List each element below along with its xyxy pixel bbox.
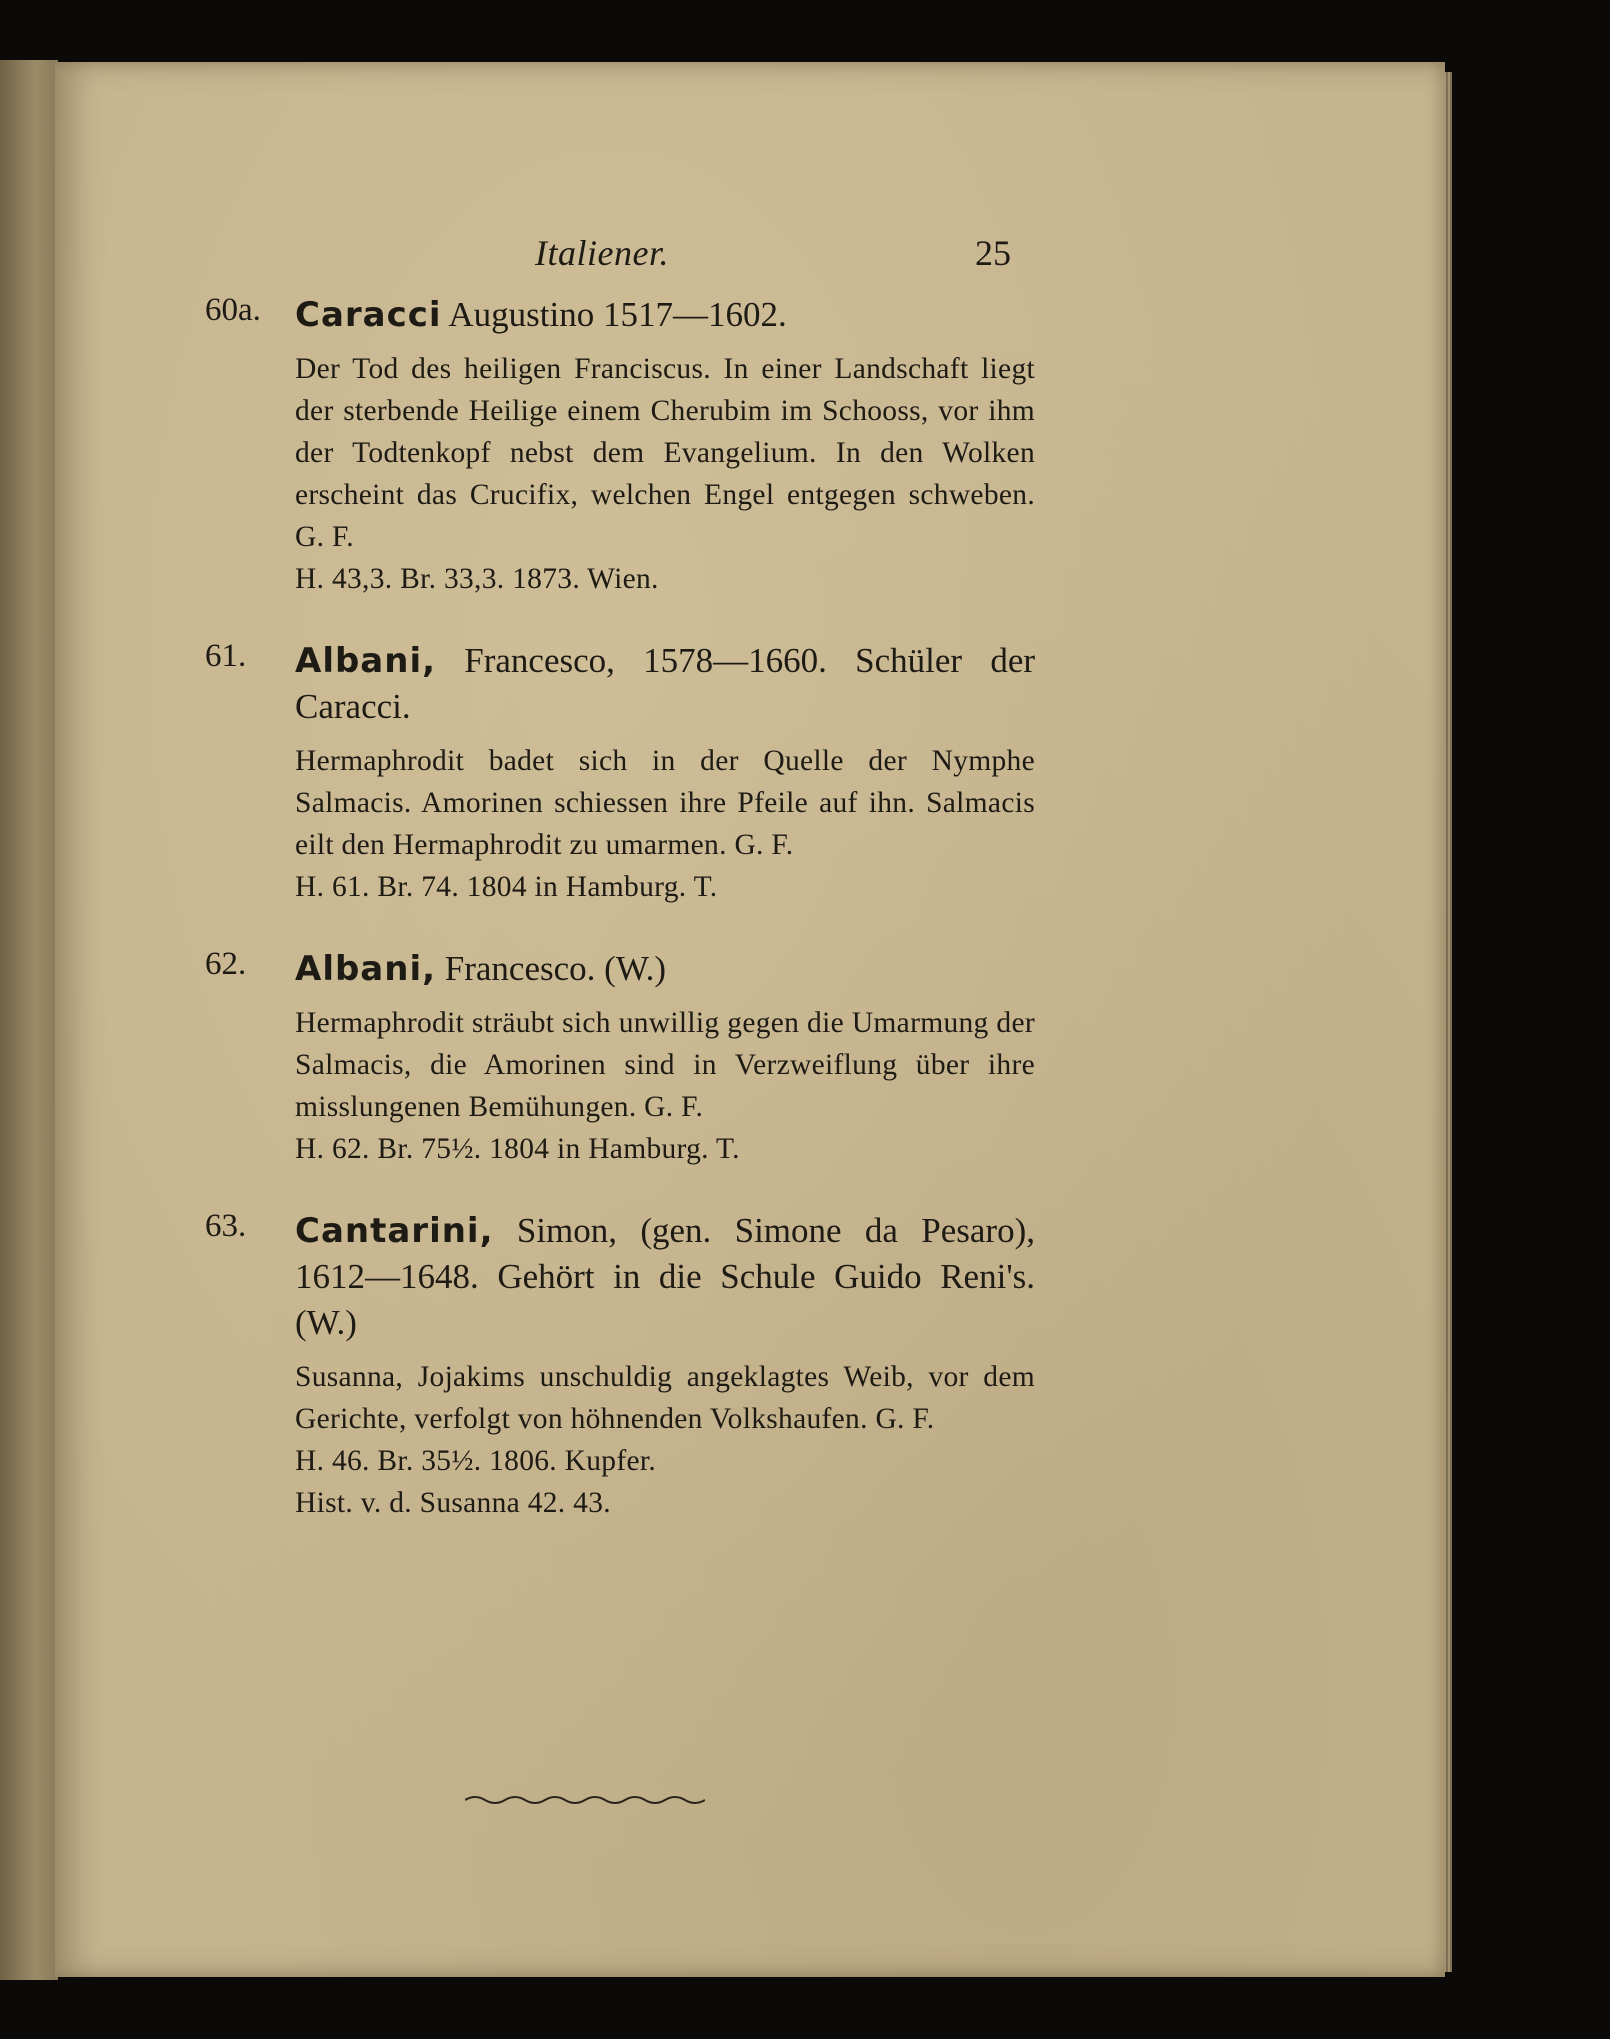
artist-name: Caracci — [295, 295, 442, 335]
artist-details: Simon, (gen. Simone da Pesaro), 1612—1648. Gehört in die Schule Guido Reni's. (W.) — [295, 1211, 1035, 1342]
artist-name: Cantarini, — [295, 1211, 494, 1251]
running-title: Italiener. — [535, 233, 669, 273]
entry-dimensions: H. 43,3. Br. 33,3. 1873. Wien. — [295, 563, 659, 595]
entry-number: 63. — [205, 1208, 247, 1244]
catalog-entry-63 — [205, 1208, 1035, 1524]
catalog-entry-60a — [205, 292, 1035, 600]
book-page — [55, 62, 1445, 1977]
entry-heading — [295, 638, 1035, 730]
catalog-entry-61 — [205, 638, 1036, 908]
entry-reference: Hist. v. d. Susanna 42. 43. — [295, 1487, 611, 1519]
entry-heading — [295, 1208, 1035, 1346]
entry-heading — [295, 292, 1035, 338]
artist-details: Francesco. (W.) — [444, 949, 667, 988]
entry-dimensions: H. 61. Br. 74. 1804 in Hamburg. T. — [295, 871, 718, 903]
swung-dash-rule — [465, 1794, 705, 1806]
page-content — [205, 212, 1036, 1562]
entry-number: 62. — [205, 946, 247, 982]
left-page-spine — [0, 60, 58, 1980]
page-number: 25 — [975, 233, 1011, 273]
catalog-entry-62 — [205, 946, 1035, 1170]
entry-dimensions: H. 62. Br. 75½. 1804 in Hamburg. T. — [295, 1133, 740, 1165]
entry-heading — [295, 946, 1035, 992]
entry-description: Hermaphrodit badet sich in der Quelle der Nymphe Salmacis. Amorinen schiessen ihre Pfeile auf ihn. Salmacis eilt den Hermaphrodit zu umarmen. G. F. — [295, 745, 1035, 861]
entry-description: Susanna, Jojakims unschuldig angeklagtes Weib, vor dem Gerichte, verfolgt von höhnenden Volkshaufen. G. F. — [295, 1361, 1035, 1435]
artist-name: Albani, — [295, 641, 437, 681]
entry-number: 60a. — [205, 292, 261, 328]
artist-name: Albani, — [295, 949, 437, 989]
entry-description: Der Tod des heiligen Franciscus. In einer Landschaft liegt der sterbende Heilige einem Cherubim im Schooss, vor ihm der Todtenkopf nebst dem Evangelium. In den Wolken erscheint das Crucifix, welchen Engel entgegen schweben. G. F. — [295, 353, 1035, 553]
artist-details: Augustino 1517—1602. — [448, 295, 787, 334]
entry-number: 61. — [205, 638, 247, 674]
entry-dimensions: H. 46. Br. 35½. 1806. Kupfer. — [295, 1445, 657, 1477]
running-head — [235, 212, 1035, 272]
entry-description: Hermaphrodit sträubt sich unwillig gegen die Umarmung der Salmacis, die Amorinen sind in Verzweiflung über ihre misslungenen Bemühungen. G. F. — [295, 1007, 1035, 1123]
artist-details: Francesco, 1578—1660. Schüler der Caracci. — [295, 641, 1036, 726]
